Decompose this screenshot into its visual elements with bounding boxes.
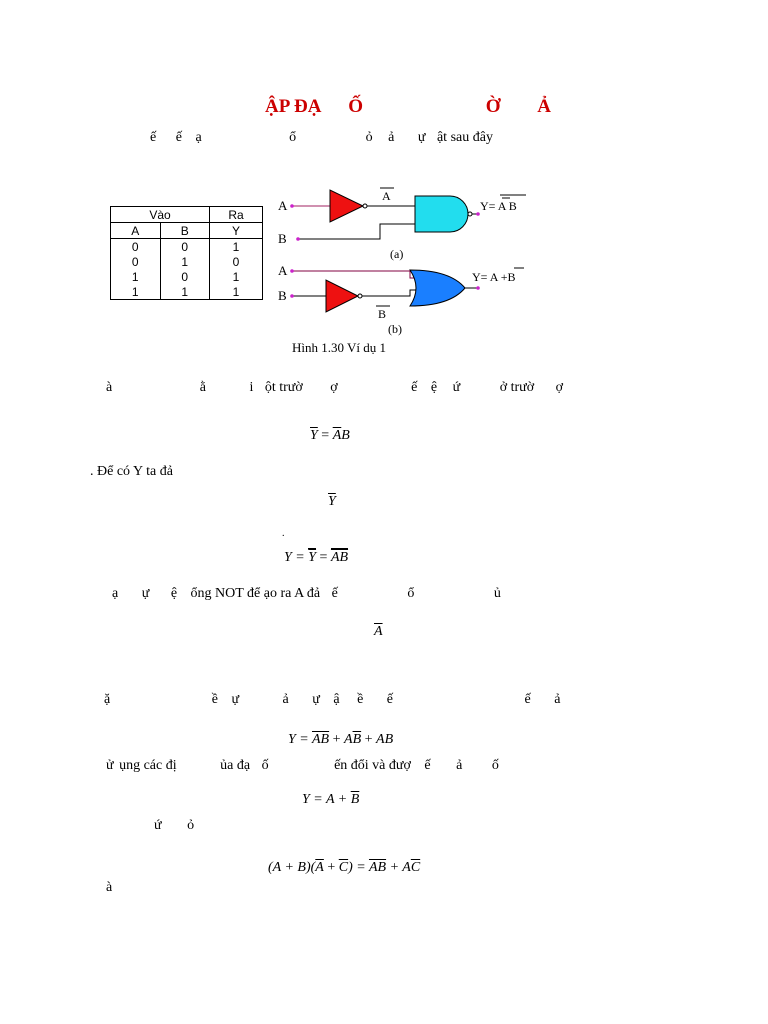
table-cell: 1: [111, 284, 161, 300]
table-cell: 0: [210, 254, 263, 269]
bbar-label: B: [378, 307, 387, 321]
intro-text: ạ: [195, 130, 202, 145]
table-row: [111, 284, 263, 300]
intro-line: [150, 130, 493, 146]
table-cell: 1: [160, 254, 210, 269]
text-fragment: ủa đạ: [220, 758, 251, 773]
input-a2-label: A: [278, 263, 288, 278]
equation-2: $\overline{Y}$: [328, 494, 336, 509]
text-fragment: ế: [524, 692, 531, 707]
text-fragment: ế: [424, 758, 431, 773]
input-a-label: A: [278, 198, 288, 213]
input-terminal: [290, 204, 294, 208]
text-fragment: ột trườ: [264, 380, 303, 395]
intro-text: ế: [150, 130, 157, 145]
text-line-5: [106, 758, 499, 774]
text-line-1: [106, 380, 563, 396]
table-cell: 0: [160, 269, 210, 284]
wire: [292, 271, 422, 278]
input-terminal: [290, 269, 294, 273]
text-fragment: ợ: [330, 380, 338, 395]
table-cell: 0: [111, 239, 161, 255]
circuit-a-tag: (a): [390, 247, 404, 261]
text-fragment: ệ: [430, 380, 438, 395]
text-fragment: à: [106, 380, 113, 395]
text-fragment: i: [249, 380, 254, 395]
intro-text: ự: [417, 130, 426, 145]
column-header: B: [160, 223, 210, 239]
text-fragment: ả: [554, 692, 561, 707]
truth-table: [110, 206, 263, 300]
table-cell: 1: [111, 269, 161, 284]
column-header: A: [111, 223, 161, 239]
equation-5: $Y = \overline{AB} + A\overline{B}$ + AB: [288, 732, 394, 747]
table-cell: 1: [210, 239, 263, 255]
text-fragment: ằ: [199, 380, 206, 395]
input-terminal: [290, 294, 294, 298]
input-b-label: B: [278, 231, 287, 246]
wire: [298, 224, 415, 239]
text-fragment: ặ: [104, 692, 111, 707]
intro-text: ỏ: [365, 130, 373, 145]
figure-caption: Hình 1.30 Ví dụ 1: [292, 340, 387, 355]
equation-7: $(A + B)(\overline{A} + \overline{C}) = \overline{AB} + A\overline{C}$: [268, 860, 421, 875]
text-fragment: ố: [261, 758, 269, 773]
stray-dot: .: [282, 528, 285, 539]
text-fragment: ở trườ: [499, 380, 535, 395]
text-fragment: ạ: [112, 586, 119, 601]
text-fragment: ụng các đị: [119, 758, 177, 773]
input-terminal: [296, 237, 300, 241]
title-part-4: Ả: [537, 96, 552, 117]
not-gate-a: [330, 190, 363, 222]
text-fragment: ử: [106, 758, 114, 773]
abar-label: A: [382, 189, 391, 203]
circuit-b-tag: (b): [388, 322, 402, 336]
text-fragment: ợ: [555, 380, 564, 395]
text-fragment: ả: [456, 758, 463, 773]
title-part-3: Ờ: [485, 96, 501, 117]
text-line-2: . Để có Y ta đả: [90, 464, 173, 479]
equation-4: $\overline{A}$: [374, 624, 383, 639]
logic-circuit-diagram: [270, 178, 540, 338]
nand-bubble: [468, 212, 472, 216]
text-fragment: ứ: [452, 380, 461, 395]
text-fragment: ứ: [154, 818, 162, 833]
and-gate: [415, 196, 468, 232]
table-header-in: Vào: [111, 207, 210, 223]
equation-3: $Y = \overline{Y} = \overline{AB}$: [284, 550, 349, 565]
table-cell: 0: [160, 239, 210, 255]
text-line-4: [104, 692, 560, 708]
text-fragment: ề: [211, 692, 218, 707]
table-row: [111, 239, 263, 255]
text-fragment: ế: [331, 586, 338, 601]
output-b-label: Y= A +B: [472, 270, 516, 284]
text-fragment: ố: [491, 758, 499, 773]
text-fragment: ủ: [493, 586, 501, 601]
column-header: Y: [210, 223, 263, 239]
intro-text: ả: [388, 130, 395, 145]
text-fragment: ến đổi và đượ: [334, 758, 411, 773]
title-part-2: Ố: [348, 96, 364, 117]
text-fragment: ỏ: [187, 818, 195, 833]
or-gate: [410, 270, 465, 306]
text-fragment: ế: [386, 692, 393, 707]
output-terminal: [476, 286, 480, 290]
intro-text: ổ: [289, 130, 297, 145]
not-bubble: [363, 204, 367, 208]
table-row: [111, 269, 263, 284]
page-title: [265, 96, 551, 118]
table-header-out: Ra: [210, 207, 263, 223]
text-line-3: [112, 586, 501, 602]
not-bubble: [358, 294, 362, 298]
title-part-1: ẬP ĐẠ: [265, 96, 322, 117]
not-gate-b: [326, 280, 358, 312]
text-fragment: ậ: [333, 692, 340, 707]
text-fragment: ự: [231, 692, 240, 707]
text-fragment: ổ: [407, 586, 415, 601]
equation-1: $\overline{Y} = \overline{A}B$: [310, 428, 350, 443]
input-b2-label: B: [278, 288, 287, 303]
text-fragment: ế: [411, 380, 418, 395]
text-line-6: [154, 818, 194, 834]
output-a-label: Y= A B: [480, 199, 517, 213]
text-fragment: ự: [312, 692, 320, 707]
table-row: [111, 254, 263, 269]
text-fragment: ệ: [170, 586, 178, 601]
table-cell: 1: [210, 269, 263, 284]
text-fragment: ả: [282, 692, 289, 707]
equation-6: $Y = A + \overline{B}$: [302, 792, 360, 807]
text-fragment: ề: [357, 692, 364, 707]
text-line-7: à: [106, 880, 113, 895]
intro-text: ật sau đây: [436, 130, 493, 145]
intro-text: ế: [175, 130, 182, 145]
text-fragment: ự: [141, 586, 150, 601]
table-cell: 0: [111, 254, 161, 269]
wire: [362, 290, 422, 296]
table-cell: 1: [210, 284, 263, 300]
table-cell: 1: [160, 284, 210, 300]
text-fragment: ổng NOT để ạo ra A đả: [190, 586, 321, 601]
